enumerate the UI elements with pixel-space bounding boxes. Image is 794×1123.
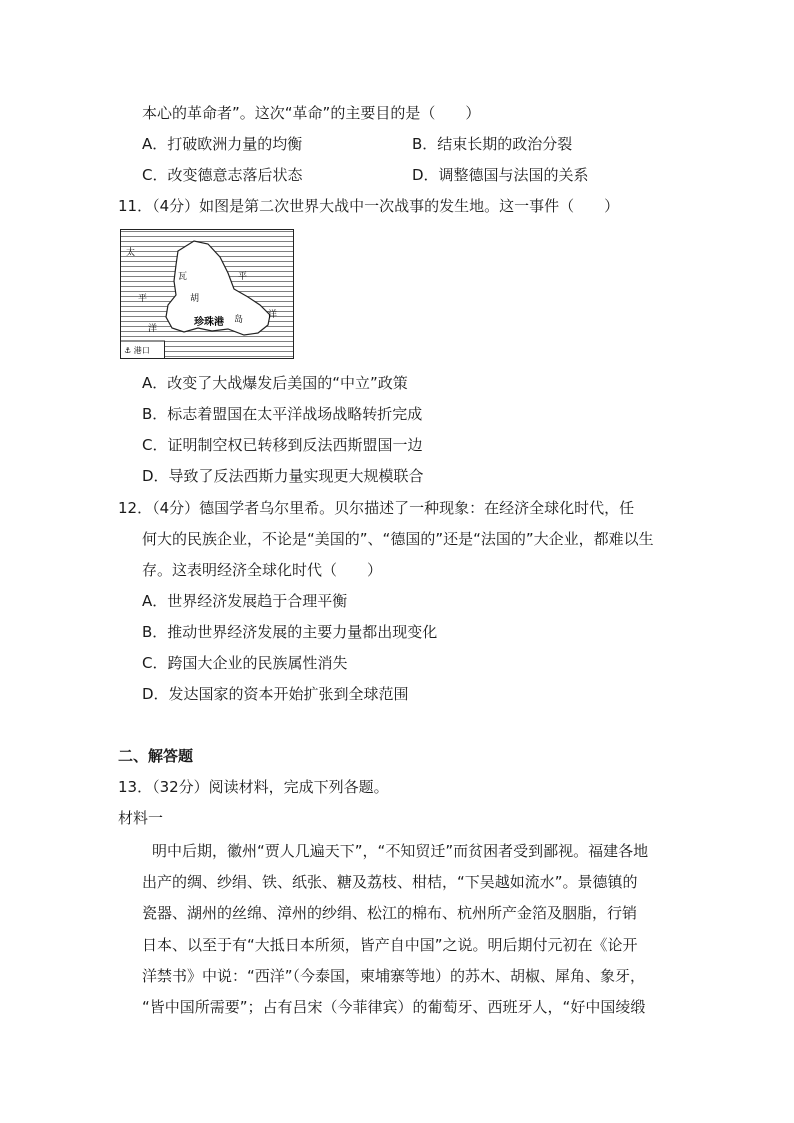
q13-material-title: 材料一 <box>118 809 164 827</box>
pearl-harbor-label: 珍珠港 <box>194 317 224 328</box>
q13-material-line-4: 日本、以至于有“大抵日本所须，皆产自中国”之说。明后期付元初在《论开 <box>142 936 638 954</box>
q13-material-line-6: “皆中国所需要”；占有吕宋（今菲律宾）的葡萄牙、西班牙人，“好中国绫缎 <box>142 998 646 1016</box>
q10-stem-continuation: 本心的革命者”。这次“革命”的主要目的是（ ） <box>142 104 481 122</box>
map-label-dao: 岛 <box>234 315 244 325</box>
oahu-map-figure <box>120 229 294 359</box>
q13-material-line-2: 出产的绸、纱绢、铁、纸张、糖及荔枝、柑桔，“下吴越如流水”。景德镇的 <box>142 873 638 891</box>
q11-option-c: C．证明制空权已转移到反法西斯盟国一边 <box>142 436 423 454</box>
q10-option-c: C．改变德意志落后状态 <box>142 166 303 184</box>
q12-option-c: C．跨国大企业的民族属性消失 <box>142 654 348 672</box>
q12-stem-line-3: 存。这表明经济全球化时代（ ） <box>142 561 383 579</box>
map-label-yang-east: 洋 <box>268 310 278 320</box>
q12-stem-line-2: 何大的民族企业，不论是“美国的”、“德国的”还是“法国的”大企业，都难以生 <box>142 530 654 548</box>
q11-option-b: B．标志着盟国在太平洋战场战略转折完成 <box>142 405 423 423</box>
q13-material-line-3: 瓷器、湖州的丝绵、漳州的纱绢、松江的棉布、杭州所产金箔及胭脂，行销 <box>142 904 638 922</box>
map-label-ping-east: 平 <box>238 272 248 282</box>
q12-option-d: D．发达国家的资本开始扩张到全球范围 <box>142 685 409 703</box>
q11-option-a: A．改变了大战爆发后美国的“中立”政策 <box>142 374 408 392</box>
section-2-title: 二、解答题 <box>118 747 194 765</box>
q12-option-b: B．推动世界经济发展的主要力量都出现变化 <box>142 623 438 641</box>
q13-material-line-1: 明中后期，徽州“贾人几遍天下”，“不知贸迁”而贫困者受到鄙视。福建各地 <box>152 842 649 860</box>
q11-option-d: D．导致了反法西斯力量实现更大规模联合 <box>142 467 424 485</box>
q10-option-b: B．结束长期的政治分裂 <box>412 135 573 153</box>
map-label-hu: 胡 <box>190 294 200 304</box>
q11-stem: 11．（4分）如图是第二次世界大战中一次战事的发生地。这一事件（ ） <box>118 197 620 215</box>
map-label-ping-west: 平 <box>138 294 148 304</box>
q13-material-line-5: 洋禁书》中说：“西洋”（今泰国，柬埔寨等地）的苏木、胡椒、犀角、象牙， <box>142 967 646 985</box>
q10-option-d: D．调整德国与法国的关系 <box>412 166 589 184</box>
q10-option-a: A．打破欧洲力量的均衡 <box>142 135 303 153</box>
q12-option-a: A．世界经济发展趋于合理平衡 <box>142 592 348 610</box>
map-legend-port: ⚓ 港口 <box>124 346 150 355</box>
map-label-yang-west: 洋 <box>148 324 158 334</box>
map-label-tai: 太 <box>126 248 136 258</box>
q13-stem: 13．（32分）阅读材料，完成下列各题。 <box>118 778 389 796</box>
map-label-wa: 瓦 <box>178 272 188 282</box>
q12-stem-line-1: 12．（4分）德国学者乌尔里希。贝尔描述了一种现象：在经济全球化时代，任 <box>118 499 635 517</box>
